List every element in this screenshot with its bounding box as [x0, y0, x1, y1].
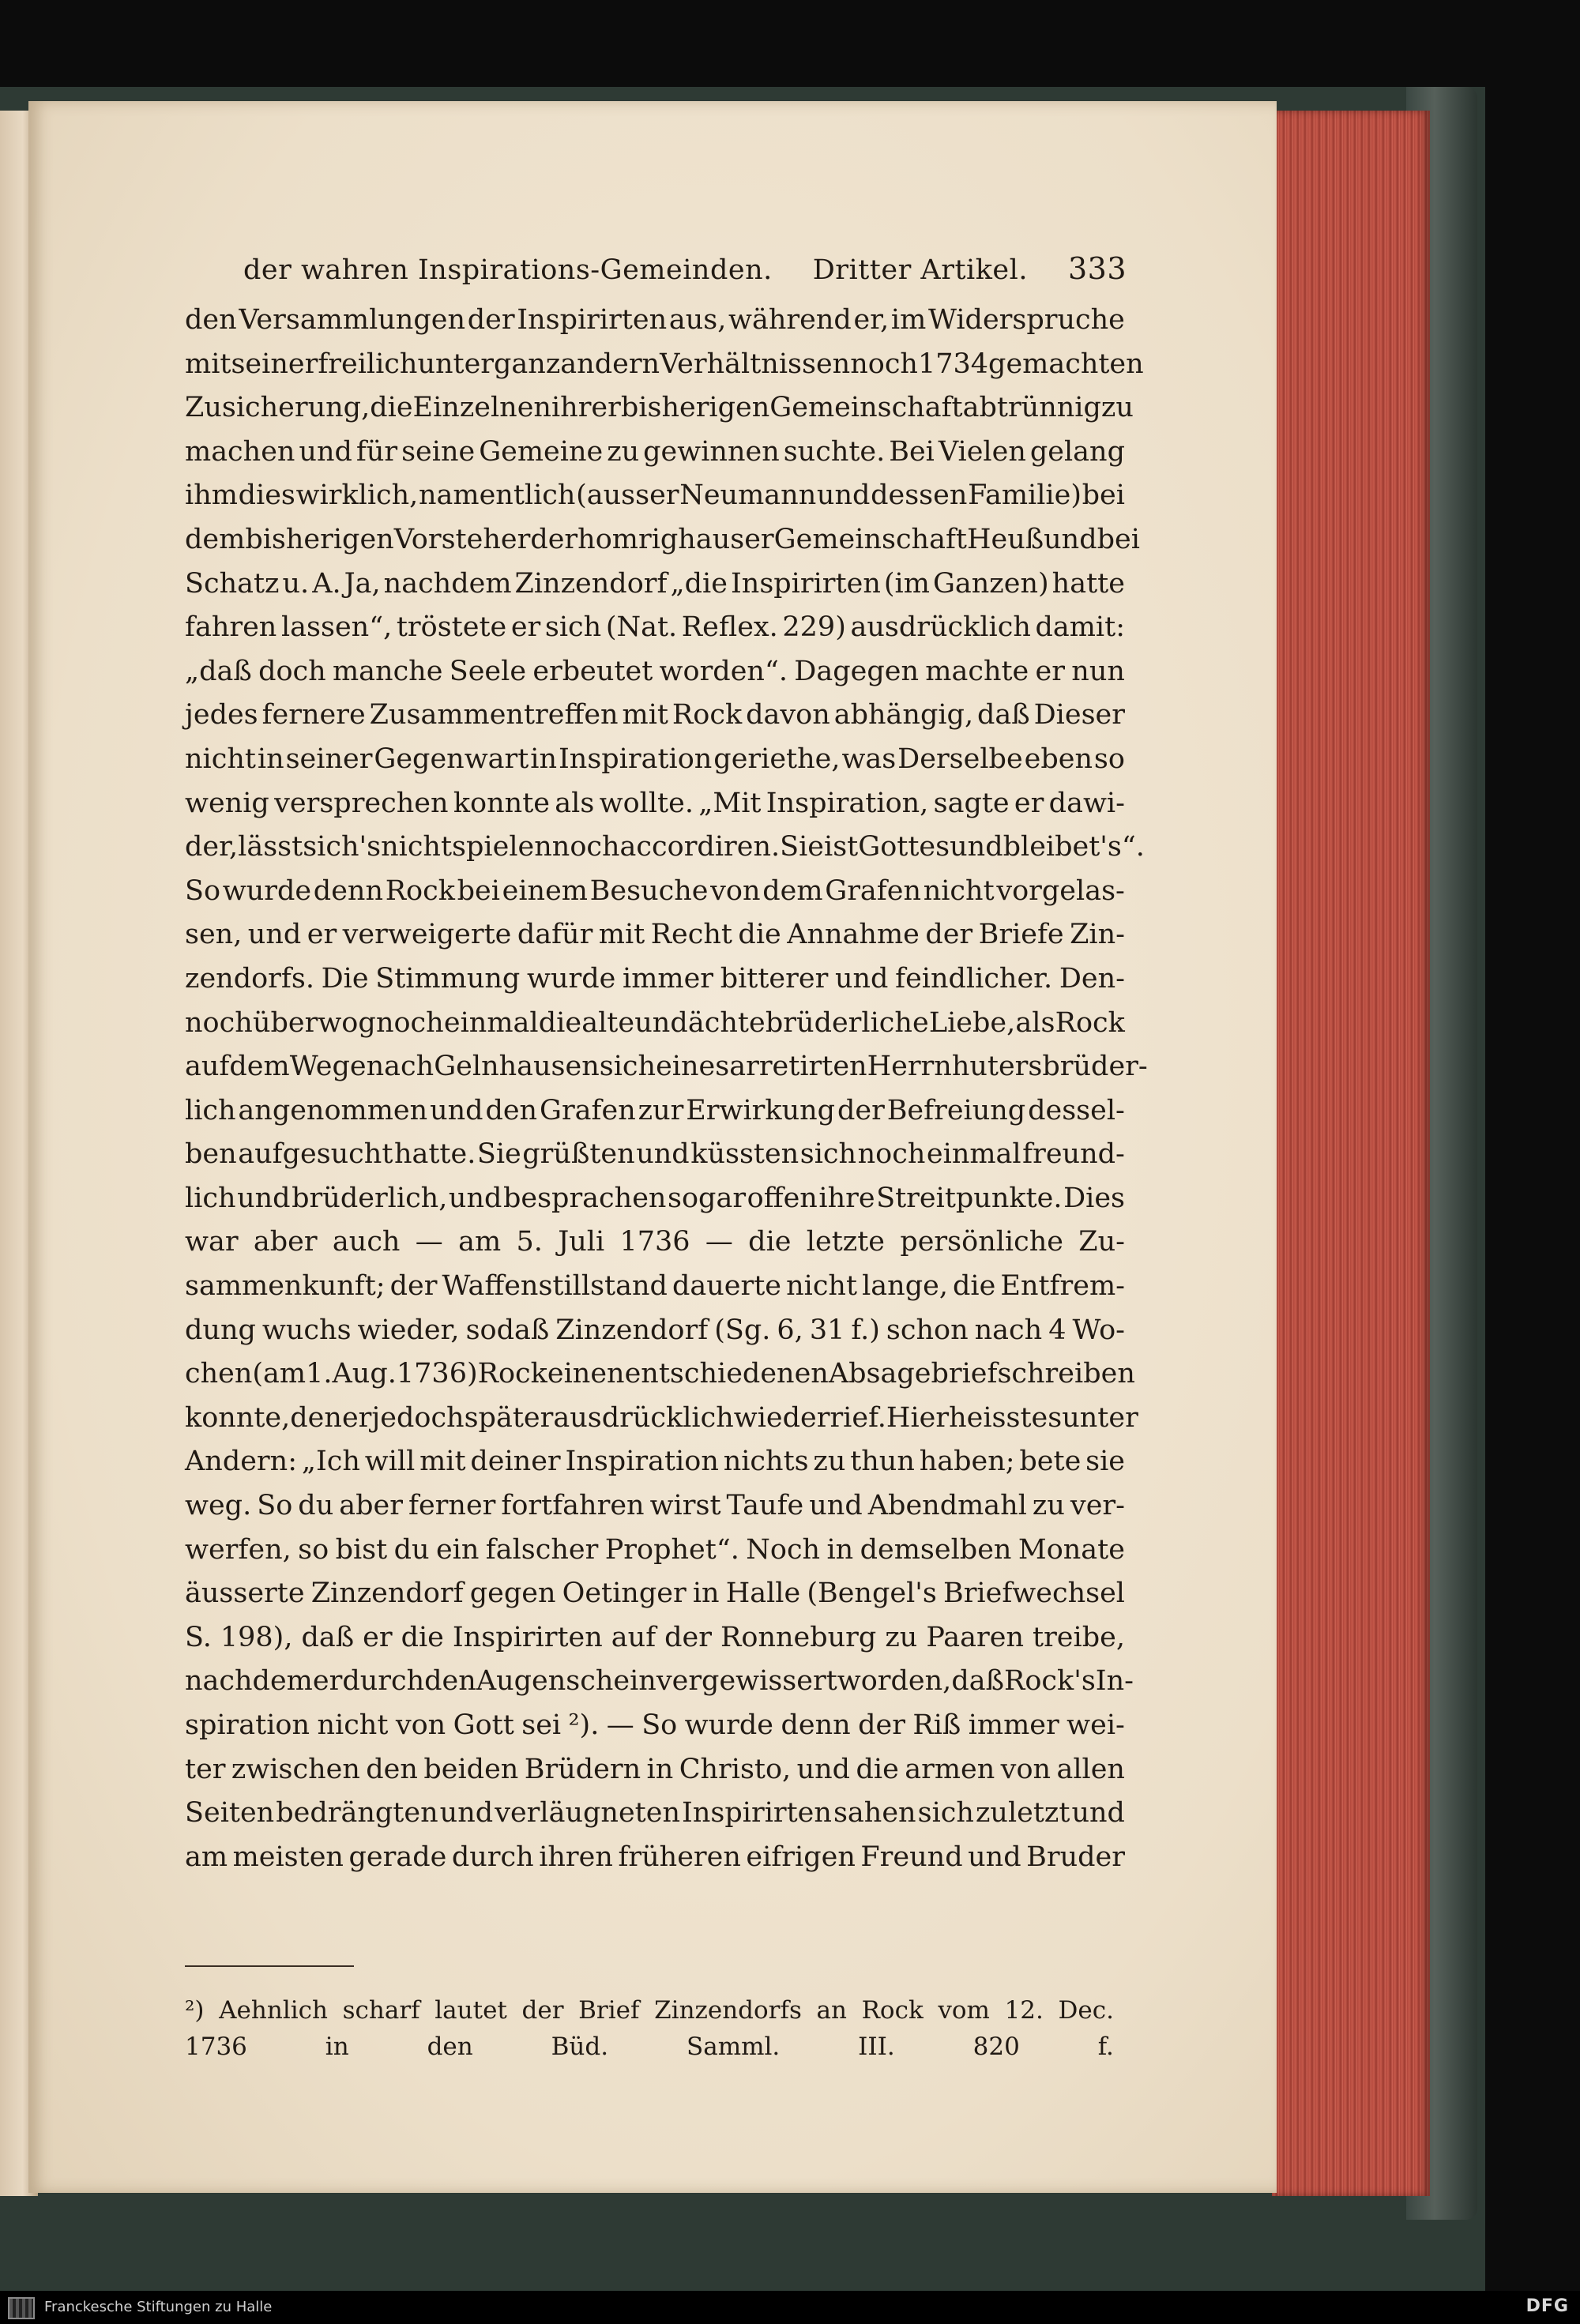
body-text-line: ihm dies wirklich, namentlich (ausser Neumann und dessen Familie) bei: [185, 479, 1125, 512]
body-text-line: Andern: „Ich will mit deiner Inspiration nichts zu thun haben; bete sie: [185, 1446, 1125, 1478]
body-text-line: jedes fernere Zusammentreffen mit Rock davon abhängig, daß Dieser: [185, 699, 1125, 731]
body-text-line: wenig versprechen konnte als wollte. „Mit Inspiration, sagte er dawi-: [185, 787, 1125, 819]
body-text-line: spiration nicht von Gott sei ²). — So wurde denn der Riß immer wei-: [185, 1709, 1125, 1741]
body-text-line: mit seiner freilich unter ganz andern Verhältnissen noch 1734 gemachten: [185, 348, 1144, 380]
body-text-line: machen und für seine Gemeine zu gewinnen suchte. Bei Vielen gelang: [185, 435, 1125, 468]
body-text-line: dem bisherigen Vorsteher der homrighauser Gemeinschaft Heuß und bei: [185, 523, 1140, 555]
body-text-line: weg. So du aber ferner fortfahren wirst Taufe und Abendmahl zu ver-: [185, 1490, 1125, 1522]
dfg-logo: DFG: [1525, 2296, 1569, 2316]
footnote-line: ²) Aehnlich scharf lautet der Brief Zinzendorfs an Rock vom 12. Dec.: [185, 1996, 1114, 2025]
footer-institution: Franckesche Stiftungen zu Halle: [44, 2299, 273, 2315]
body-text-line: werfen, so bist du ein falscher Prophet“. Noch in demselben Monate: [185, 1533, 1125, 1566]
footnote-divider: [185, 1965, 354, 1967]
body-text-line: nachdem er durch den Augenschein vergewissert worden, daß Rock's In-: [185, 1665, 1134, 1698]
body-text-line: den Versammlungen der Inspirirten aus, während er, im Widerspruche: [185, 304, 1125, 336]
body-text-line: konnte, den er jedoch später ausdrücklich wiederrief. Hier heisst es unter: [185, 1401, 1138, 1434]
body-text-line: war aber auch — am 5. Juli 1736 — die letzte persönliche Zu-: [185, 1226, 1125, 1258]
footnote: [185, 1992, 1114, 2065]
body-text-line: ter zwischen den beiden Brüdern in Christo, und die armen von allen: [185, 1753, 1125, 1785]
body-text-line: auf dem Wege nach Gelnhausen sich eines arretirten Herrnhuters brüder-: [185, 1051, 1148, 1083]
institution-logo-icon: [8, 2297, 35, 2319]
footer-bar: [0, 2291, 1580, 2324]
body-text-line: noch überwog noch einmal die alte und ächte brüderliche Liebe, als Rock: [185, 1006, 1125, 1039]
body-text-line: ben aufgesucht hatte. Sie grüßten und küssten sich noch einmal freund-: [185, 1138, 1125, 1171]
page-number: 333: [1067, 251, 1127, 286]
running-head: [243, 251, 1127, 286]
body-text-line: sammenkunft; der Waffenstillstand dauerte nicht lange, die Entfrem-: [185, 1270, 1125, 1303]
running-head-title: der wahren Inspirations-Gemeinden.: [243, 254, 773, 286]
body-text-line: So wurde denn Rock bei einem Besuche von dem Grafen nicht vorgelas-: [185, 874, 1125, 907]
body-text: [185, 299, 1148, 1879]
body-text-line: chen (am 1. Aug. 1736) Rock einen entschiedenen Absagebrief schreiben: [185, 1358, 1135, 1390]
body-text-line: lich angenommen und den Grafen zur Erwirkung der Befreiung dessel-: [185, 1094, 1125, 1126]
body-text-line: nicht in seiner Gegenwart in Inspiration geriethe, was Derselbe eben so: [185, 743, 1125, 775]
body-text-line: „daß doch manche Seele erbeutet worden“. Dagegen machte er nun: [185, 655, 1125, 687]
body-text-line: sen, und er verweigerte dafür mit Recht die Annahme der Briefe Zin-: [185, 919, 1125, 951]
body-text-line: am meisten gerade durch ihren früheren eifrigen Freund und Bruder: [185, 1841, 1125, 1873]
body-text-line: fahren lassen“, tröstete er sich (Nat. Reflex. 229) ausdrücklich damit:: [185, 611, 1125, 644]
body-text-line: lich und brüderlich, und besprachen sogar offen ihre Streitpunkte. Dies: [185, 1182, 1125, 1214]
footnote-line: 1736 in den Büd. Samml. III. 820 f.: [185, 2033, 1114, 2061]
body-text-line: Zusicherung, die Einzelnen ihrer bisherigen Gemeinschaft abtrünnig zu: [185, 392, 1134, 424]
body-text-line: dung wuchs wieder, sodaß Zinzendorf (Sg. 6, 31 f.) schon nach 4 Wo-: [185, 1314, 1125, 1346]
red-page-edges: [1272, 111, 1430, 2196]
body-text-line: zendorfs. Die Stimmung wurde immer bitterer und feindlicher. Den-: [185, 962, 1125, 995]
body-text-line: Schatz u. A. Ja, nachdem Zinzendorf „die Inspirirten (im Ganzen) hatte: [185, 567, 1125, 600]
body-text-line: äusserte Zinzendorf gegen Oetinger in Halle (Bengel's Briefwechsel: [185, 1578, 1125, 1610]
book-page: [28, 101, 1277, 2193]
body-text-line: Seiten bedrängten und verläugneten Inspirirten sahen sich zuletzt und: [185, 1797, 1125, 1829]
running-head-article: Dritter Artikel.: [812, 254, 1028, 286]
body-text-line: S. 198), daß er die Inspirirten auf der Ronneburg zu Paaren treibe,: [185, 1621, 1125, 1653]
body-text-line: der, lässt sich's nicht spielen noch accordiren. Sie ist Gottes und bleibet's“.: [185, 831, 1145, 863]
